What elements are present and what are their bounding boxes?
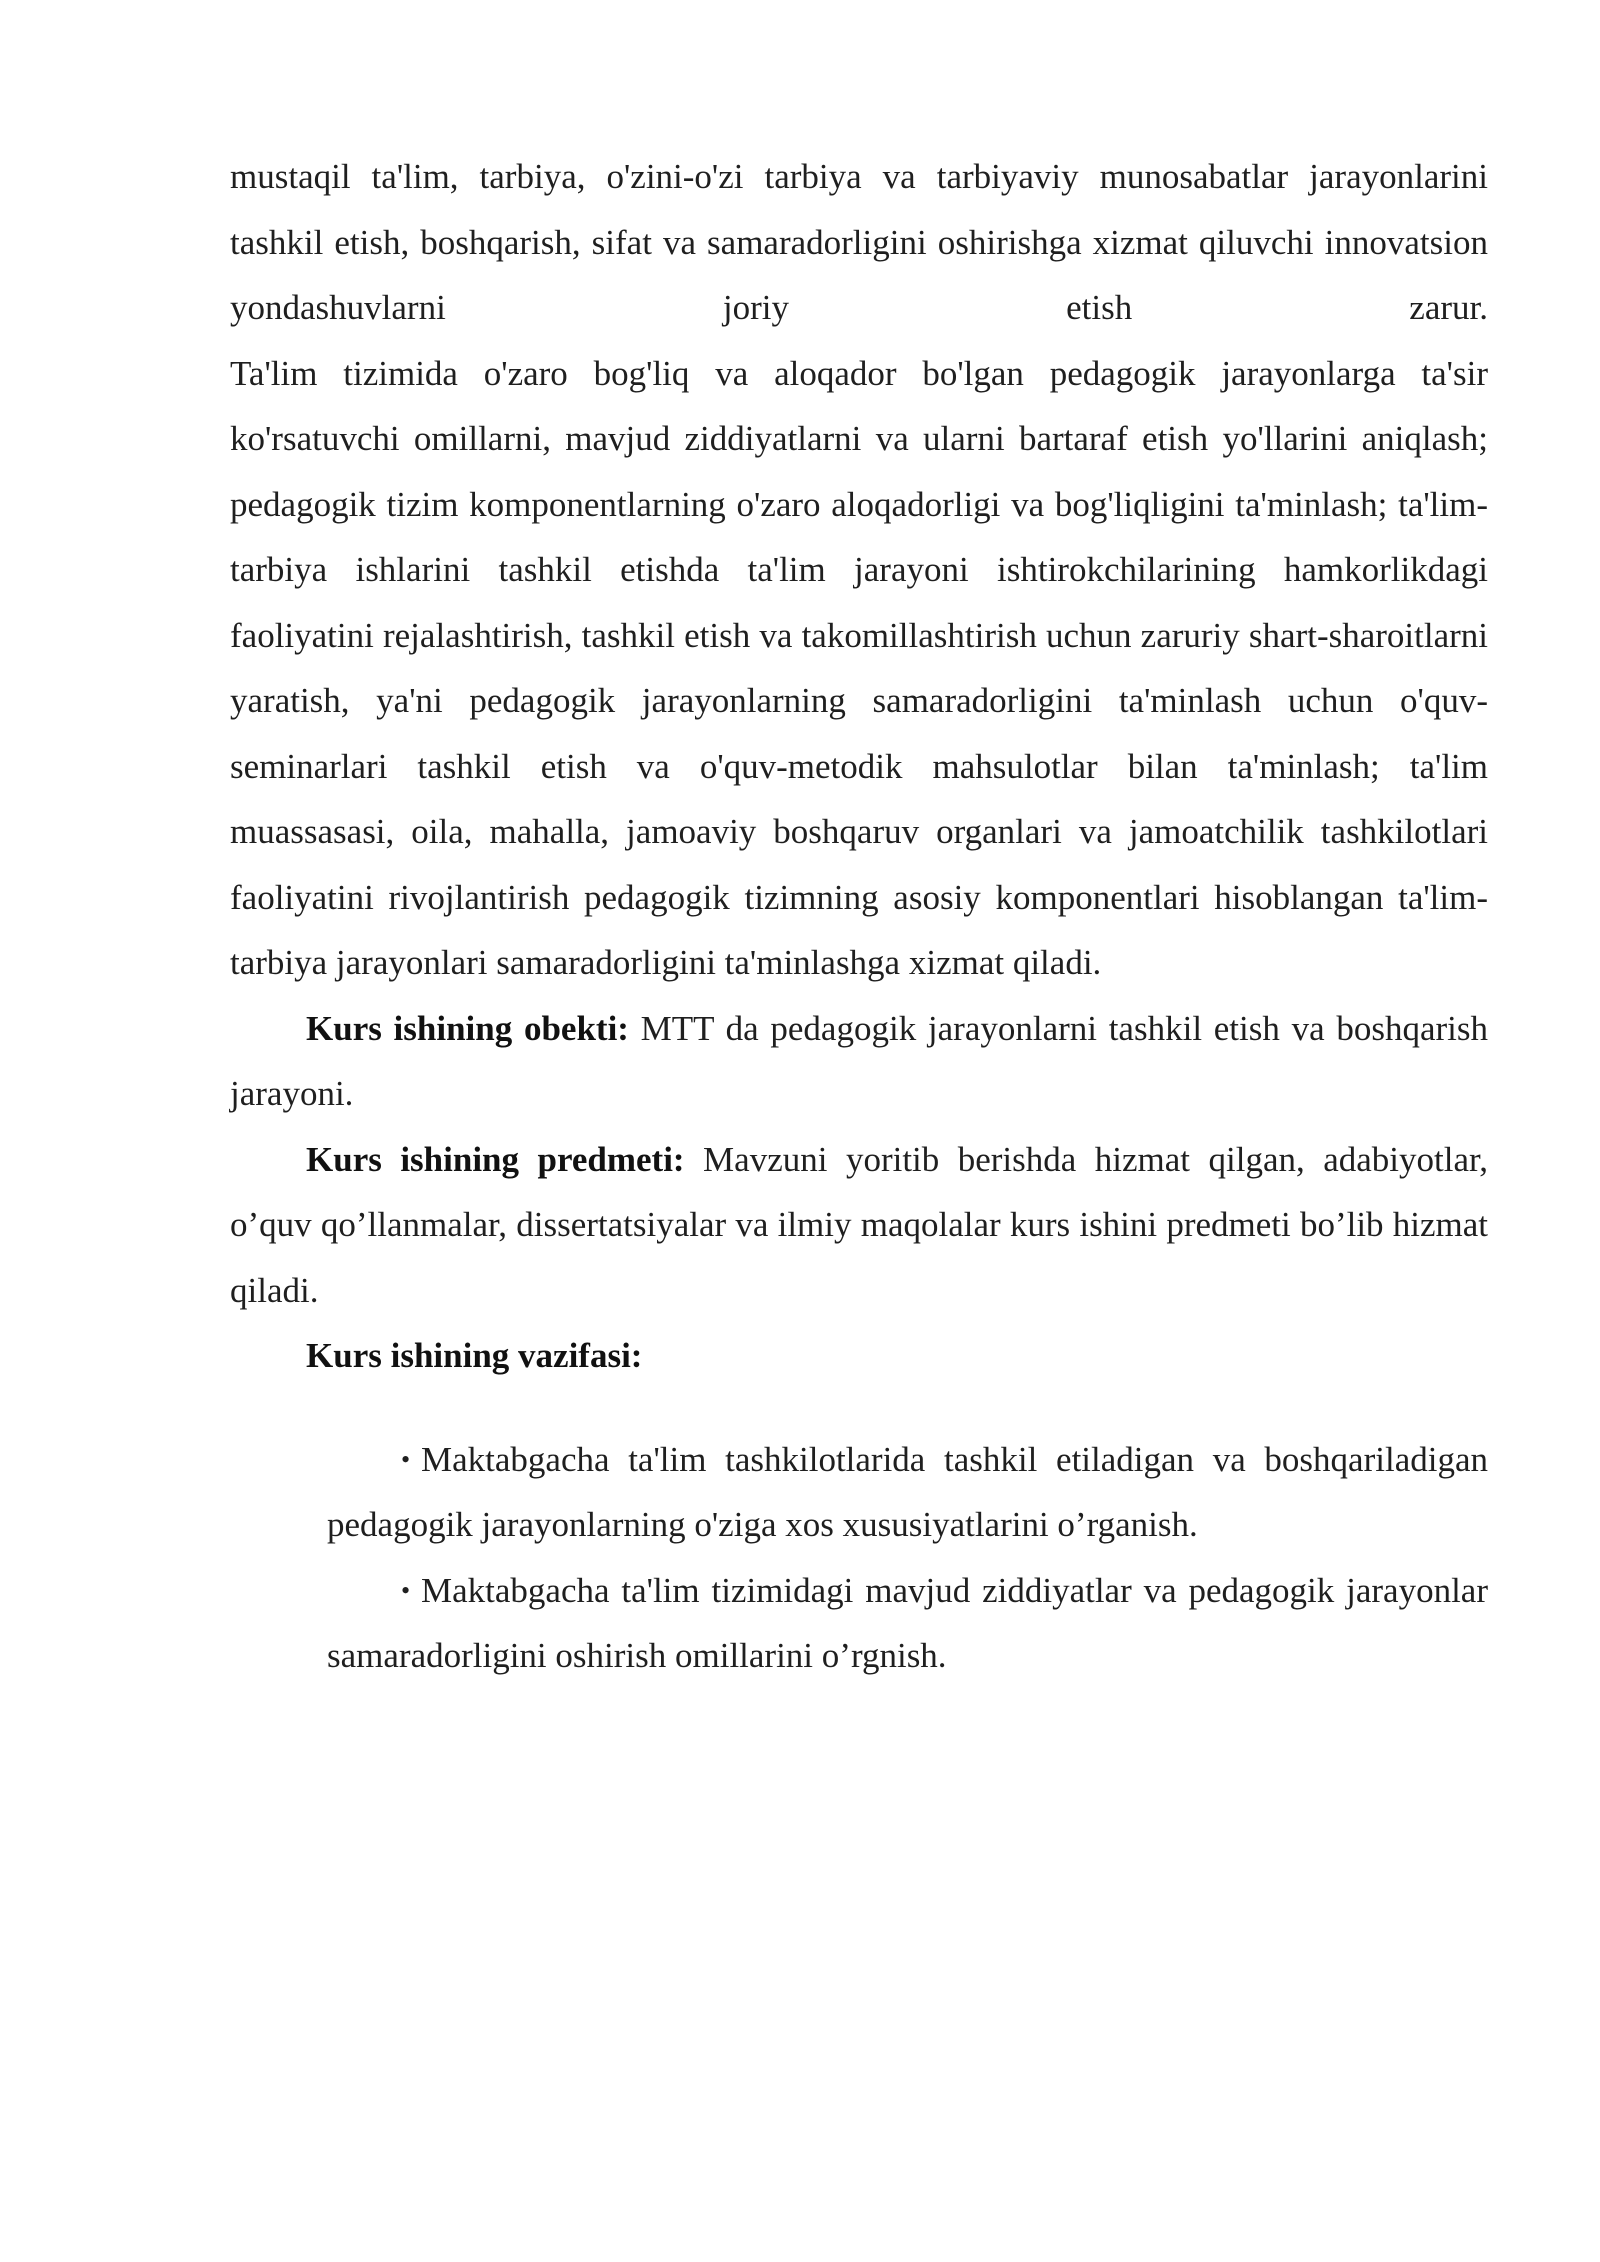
subject-text: Mavzuni yoritib berishda hizmat qilgan, adabiyotlar, o’quv qo’llanmalar, dissertatsiyalar va ilmiy maqolalar kurs ishini predmeti bo’lib hizmat qiladi. — [230, 1139, 1488, 1310]
list-item — [327, 1427, 1488, 1558]
task-text: Maktabgacha ta'lim tashkilotlarida tashkil etiladigan va boshqariladigan pedagogik jarayonlarning o'ziga xos xususiyatlarini o’rganish. — [327, 1439, 1488, 1544]
subject-label: Kurs ishining predmeti: — [306, 1139, 685, 1179]
list-item — [327, 1558, 1488, 1689]
tasks-label: Kurs ishining vazifasi: — [306, 1336, 643, 1375]
object-paragraph — [230, 996, 1488, 1127]
intro-paragraph-part-1: mustaqil ta'lim, tarbiya, o'zini-o'zi tarbiya va tarbiyaviy munosabatlar jarayonlarini tashkil etish, boshqarish, sifat va samaradorligini oshirishga xizmat qiluvchi innovatsion yondashuvlarni joriy etish zarur. — [230, 157, 1488, 327]
document-body — [230, 144, 1488, 1689]
object-text: MTT da pedagogik jarayonlarni tashkil etish va boshqarish jarayoni. — [230, 1008, 1488, 1113]
task-text: Maktabgacha ta'lim tizimidagi mavjud ziddiyatlar va pedagogik jarayonlar samaradorligini oshirish omillarini o’rgnish. — [327, 1570, 1488, 1675]
subject-paragraph — [230, 1127, 1488, 1324]
bullet-icon: • — [401, 1444, 411, 1474]
bullet-icon: • — [401, 1575, 411, 1605]
tasks-heading — [230, 1323, 1488, 1389]
object-label: Kurs ishining obekti: — [306, 1008, 629, 1048]
tasks-list — [230, 1427, 1488, 1689]
intro-paragraph-part-2: Ta'lim tizimida o'zaro bog'liq va aloqador bo'lgan pedagogik jarayonlarga ta'sir ko'rsatuvchi omillarni, mavjud ziddiyatlarni va ularni bartaraf etish yo'llarini aniqlash; pedagogik tizim komponentlarning o'zaro aloqadorligi va bog'liqligini ta'minlash; ta'lim-tarbiya ishlarini tashkil etishda ta'lim jarayoni ishtirokchilarining hamkorlikdagi faoliyatini rejalashtirish, tashkil etish va takomillashtirish uchun zaruriy shart-sharoitlarni yaratish, ya'ni pedagogik jarayonlarning samaradorligini ta'minlash uchun o'quv-seminarlari tashkil etish va o'quv-metodik mahsulotlar bilan ta'minlash; ta'lim muassasasi, oila, mahalla, jamoaviy boshqaruv organlari va jamoatchilik tashkilotlari faoliyatini rivojlantirish pedagogik tizimning asosiy komponentlari hisoblangan ta'lim-tarbiya jarayonlari samaradorligini ta'minlashga xizmat qiladi. — [230, 353, 1488, 982]
intro-paragraph — [230, 144, 1488, 996]
